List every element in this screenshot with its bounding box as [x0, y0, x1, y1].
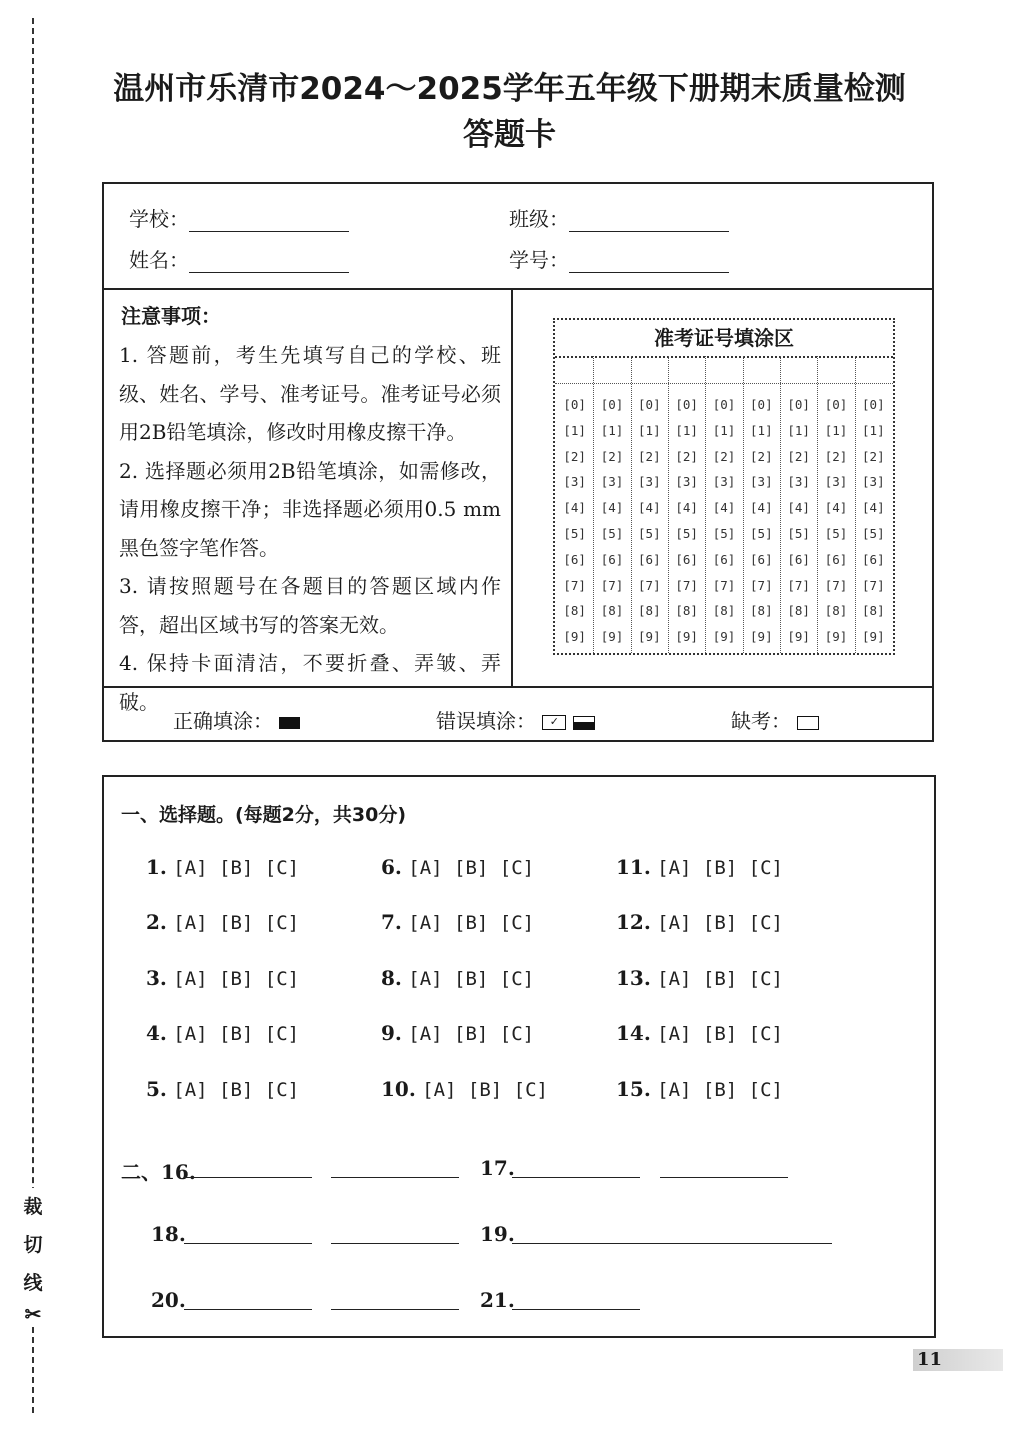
exam-id-bubble[interactable]: [3]	[600, 474, 624, 490]
exam-id-bubble[interactable]: [0]	[675, 397, 698, 412]
exam-id-bubble[interactable]: [1]	[862, 422, 885, 438]
check-mark-icon: ✓	[542, 715, 566, 730]
exam-id-bubble[interactable]: [7]	[862, 577, 885, 593]
answer-blank[interactable]	[331, 1243, 459, 1244]
exam-id-bubble[interactable]: [9]	[600, 629, 624, 645]
exam-id-bubble[interactable]: [5]	[675, 525, 698, 541]
wrong-fill-label: 错误填涂：	[436, 709, 536, 733]
exam-id-bubble[interactable]: [6]	[600, 551, 624, 567]
notice-item: 1. 答题前，考生先填写自己的学校、班级、姓名、学号、准考证号。准考证号必须用2B铅笔填涂，修改时用橡皮擦干净。	[119, 343, 501, 444]
exam-id-bubble[interactable]: [1]	[824, 422, 848, 438]
absent-label: 缺考：	[731, 709, 791, 733]
cut-line-label	[18, 1188, 48, 1326]
exam-id-bubble[interactable]: [9]	[824, 629, 848, 645]
exam-id-bubble[interactable]: [0]	[712, 397, 736, 412]
exam-id-bubble[interactable]: [8]	[824, 603, 848, 619]
divider	[511, 288, 513, 686]
name-input[interactable]	[189, 272, 349, 273]
question-number: 20.	[151, 1288, 186, 1312]
name-label: 姓名：	[129, 248, 189, 272]
answer-options[interactable]: [A] [B] [C]	[657, 968, 783, 990]
question-number: 11.	[616, 855, 651, 879]
exam-id-bubble[interactable]: [2]	[824, 448, 848, 464]
grid-divider	[555, 383, 893, 384]
exam-id-bubble[interactable]: [9]	[750, 629, 773, 645]
exam-id-bubble[interactable]: [7]	[638, 577, 661, 593]
exam-id-bubble[interactable]: [0]	[600, 397, 624, 412]
exam-id-bubble[interactable]: [7]	[712, 577, 736, 593]
question-number: 5.	[146, 1077, 167, 1101]
exam-id-bubble[interactable]: [2]	[675, 448, 698, 464]
school-label: 学校：	[129, 207, 189, 231]
answer-blank[interactable]	[331, 1309, 459, 1310]
mc-question	[146, 1021, 299, 1045]
answer-blank[interactable]	[184, 1309, 312, 1310]
mc-question	[381, 910, 534, 934]
school-field	[129, 203, 349, 232]
mc-question	[146, 910, 299, 934]
exam-id-bubble[interactable]: [3]	[787, 474, 810, 490]
q16-label	[121, 1156, 196, 1185]
exam-id-bubble[interactable]: [6]	[675, 551, 698, 567]
question-number: 21.	[480, 1288, 515, 1312]
exam-id-bubble[interactable]: [9]	[862, 629, 885, 645]
exam-id-bubble[interactable]: [1]	[563, 422, 586, 438]
correct-fill-legend	[173, 705, 300, 734]
exam-id-bubble[interactable]: [4]	[712, 500, 736, 516]
exam-id-bubble[interactable]: [5]	[824, 525, 848, 541]
exam-id-bubble[interactable]: [0]	[750, 397, 773, 412]
exam-id-bubble[interactable]: [7]	[600, 577, 624, 593]
question-number: 1.	[146, 855, 167, 879]
question-number: 7.	[381, 910, 402, 934]
exam-id-bubble[interactable]: [1]	[787, 422, 810, 438]
exam-id-bubble[interactable]: [8]	[712, 603, 736, 619]
answer-options[interactable]: [A] [B] [C]	[173, 968, 300, 990]
cut-char: 切	[23, 1234, 43, 1256]
exam-id-bubble[interactable]: [5]	[600, 525, 624, 541]
exam-id-grid-title: 准考证号填涂区	[654, 326, 794, 350]
exam-id-bubble[interactable]: [5]	[712, 525, 736, 541]
exam-id-bubble[interactable]: [4]	[638, 500, 661, 516]
mc-question	[616, 910, 783, 934]
exam-id-bubble[interactable]: [1]	[638, 422, 661, 438]
exam-id-bubble[interactable]: [7]	[750, 577, 773, 593]
mc-question	[381, 966, 534, 990]
class-label: 班级：	[509, 207, 569, 231]
page-title: 温州市乐清市2024～2025学年五年级下册期末质量检测	[113, 71, 906, 107]
empty-box-icon[interactable]	[797, 716, 819, 730]
cut-char: 线	[23, 1272, 43, 1294]
exam-id-bubble[interactable]: [9]	[787, 629, 810, 645]
question-number: 8.	[381, 966, 402, 990]
answer-blank[interactable]	[660, 1177, 788, 1178]
exam-id-bubble[interactable]: [6]	[712, 551, 736, 567]
answer-options[interactable]: [A] [B] [C]	[173, 1023, 300, 1045]
exam-id-bubble[interactable]: [3]	[750, 474, 773, 490]
answer-options[interactable]: [A] [B] [C]	[173, 857, 300, 879]
exam-id-bubble[interactable]: [5]	[638, 525, 661, 541]
answer-options[interactable]: [A] [B] [C]	[408, 1023, 535, 1045]
exam-id-bubble[interactable]: [3]	[712, 474, 736, 490]
half-filled-mark-icon	[573, 716, 595, 730]
exam-id-bubble[interactable]: [4]	[787, 500, 810, 516]
mc-question	[616, 855, 783, 879]
exam-id-bubble[interactable]: [5]	[862, 525, 885, 541]
exam-id-bubble[interactable]: [2]	[750, 448, 773, 464]
mc-question	[381, 855, 534, 879]
question-number: 13.	[616, 966, 651, 990]
exam-id-bubble[interactable]: [6]	[750, 551, 773, 567]
exam-id-bubble[interactable]: [5]	[563, 525, 586, 541]
notice-item: 4. 保持卡面清洁，不要折叠、弄皱、弄破。	[119, 651, 501, 714]
exam-id-bubble[interactable]: [3]	[563, 474, 586, 490]
answer-blank[interactable]	[184, 1243, 312, 1244]
name-field	[129, 244, 349, 273]
student-no-input[interactable]	[569, 272, 729, 273]
exam-id-bubble[interactable]: [9]	[675, 629, 698, 645]
exam-id-bubble[interactable]: [3]	[824, 474, 848, 490]
exam-id-bubble[interactable]: [2]	[712, 448, 736, 464]
exam-id-bubble[interactable]: [0]	[787, 397, 810, 412]
question-number: 12.	[616, 910, 651, 934]
exam-id-bubble[interactable]: [2]	[600, 448, 624, 464]
question-number: 9.	[381, 1021, 402, 1045]
answer-options[interactable]: [A] [B] [C]	[408, 857, 535, 879]
question-number: 10.	[381, 1077, 416, 1101]
exam-id-bubble[interactable]: [4]	[675, 500, 698, 516]
exam-id-bubble[interactable]: [9]	[563, 629, 586, 645]
question-number: 18.	[151, 1222, 186, 1246]
answer-options[interactable]: [A] [B] [C]	[657, 1023, 783, 1045]
notice-item: 2. 选择题必须用2B铅笔填涂，如需修改，请用橡皮擦干净；非选择题必须用0.5 mm黑色签字笔作答。	[119, 458, 501, 560]
answer-blank[interactable]	[331, 1177, 459, 1178]
correct-fill-label: 正确填涂：	[173, 709, 273, 733]
answer-options[interactable]: [A] [B] [C]	[173, 1079, 300, 1101]
question-number: 3.	[146, 966, 167, 990]
exam-id-bubble[interactable]: [2]	[787, 448, 810, 464]
exam-id-bubble[interactable]: [3]	[675, 474, 698, 490]
question-number: 15.	[616, 1077, 651, 1101]
question-number: 2.	[146, 910, 167, 934]
exam-id-bubble[interactable]: [0]	[824, 397, 848, 412]
student-no-label: 学号：	[509, 248, 569, 272]
exam-id-bubble[interactable]: [6]	[824, 551, 848, 567]
exam-id-bubble[interactable]: [5]	[787, 525, 810, 541]
exam-id-bubble[interactable]: [4]	[600, 500, 624, 516]
exam-id-bubble[interactable]: [9]	[712, 629, 736, 645]
mc-question	[146, 966, 299, 990]
scissors-icon: ✂	[24, 1302, 42, 1326]
exam-id-bubble[interactable]: [2]	[638, 448, 661, 464]
question-number: 19.	[480, 1222, 515, 1246]
exam-id-bubble[interactable]: [6]	[563, 551, 586, 567]
exam-id-bubble[interactable]: [8]	[750, 603, 773, 619]
mc-question	[146, 1077, 299, 1101]
exam-id-bubbles	[556, 392, 892, 650]
exam-id-bubble[interactable]: [7]	[824, 577, 848, 593]
exam-id-bubble[interactable]: [2]	[563, 448, 586, 464]
section1-title: 一、选择题。(每题2分，共30分)	[121, 804, 407, 826]
exam-id-bubble[interactable]: [8]	[787, 603, 810, 619]
exam-id-bubble[interactable]: [4]	[824, 500, 848, 516]
exam-id-bubble[interactable]: [8]	[600, 603, 624, 619]
class-field	[509, 203, 729, 232]
exam-id-bubble[interactable]: [5]	[750, 525, 773, 541]
class-input[interactable]	[569, 231, 729, 232]
notice-title: 注意事项：	[121, 304, 221, 328]
answer-options[interactable]: [A] [B] [C]	[173, 912, 300, 934]
filled-mark-icon	[279, 717, 300, 729]
answer-blank[interactable]	[512, 1243, 832, 1244]
exam-id-bubble[interactable]: [8]	[675, 603, 698, 619]
exam-id-bubble[interactable]: [8]	[638, 603, 661, 619]
exam-id-bubble[interactable]: [1]	[675, 422, 698, 438]
exam-id-bubble[interactable]: [0]	[638, 397, 661, 412]
wrong-fill-legend	[436, 705, 595, 734]
exam-id-bubble[interactable]: [3]	[862, 474, 885, 490]
question-number: 16.	[161, 1160, 196, 1184]
exam-id-bubble[interactable]: [7]	[563, 577, 586, 593]
answer-blank[interactable]	[512, 1177, 640, 1178]
mc-question	[146, 855, 299, 879]
exam-id-bubble[interactable]: [2]	[862, 448, 885, 464]
mc-question	[381, 1077, 548, 1101]
answer-options[interactable]: [A] [B] [C]	[657, 1079, 783, 1101]
section2-prefix: 二、	[121, 1160, 161, 1184]
exam-id-bubble[interactable]: [0]	[862, 397, 885, 412]
notice-item: 3. 请按照题号在各题目的答题区域内作答，超出区域书写的答案无效。	[119, 574, 501, 637]
exam-id-bubble[interactable]: [7]	[787, 577, 810, 593]
exam-id-bubble[interactable]: [6]	[787, 551, 810, 567]
mc-question	[616, 1021, 783, 1045]
answer-options[interactable]: [A] [B] [C]	[408, 968, 535, 990]
question-number: 6.	[381, 855, 402, 879]
exam-id-bubble[interactable]: [4]	[862, 500, 885, 516]
question-number: 17.	[480, 1156, 515, 1180]
exam-id-bubble[interactable]: [4]	[563, 500, 586, 516]
page-subtitle: 答题卡	[463, 117, 556, 153]
mc-question	[381, 1021, 534, 1045]
absent-legend	[731, 705, 819, 734]
mc-question	[616, 966, 783, 990]
exam-id-bubble[interactable]: [8]	[862, 603, 885, 619]
school-input[interactable]	[189, 231, 349, 232]
exam-id-bubble[interactable]: [6]	[638, 551, 661, 567]
page-number: 11	[913, 1349, 1003, 1371]
answer-blank[interactable]	[184, 1177, 312, 1178]
answer-options[interactable]: [A] [B] [C]	[422, 1079, 548, 1101]
cut-char: 裁	[23, 1196, 43, 1218]
mc-question	[616, 1077, 783, 1101]
exam-id-bubble[interactable]: [1]	[600, 422, 624, 438]
exam-id-bubble[interactable]: [0]	[563, 397, 586, 412]
answer-options[interactable]: [A] [B] [C]	[408, 912, 535, 934]
notice-list	[119, 336, 501, 721]
exam-id-bubble[interactable]: [8]	[563, 603, 586, 619]
exam-id-bubble[interactable]: [1]	[750, 422, 773, 438]
answer-options[interactable]: [A] [B] [C]	[657, 912, 783, 934]
exam-id-bubble[interactable]: [4]	[750, 500, 773, 516]
grid-divider	[555, 356, 893, 358]
exam-id-bubble[interactable]: [1]	[712, 422, 736, 438]
student-no-field	[509, 244, 729, 273]
exam-id-bubble[interactable]: [7]	[675, 577, 698, 593]
divider	[102, 288, 934, 290]
exam-id-bubble[interactable]: [3]	[638, 474, 661, 490]
question-number: 4.	[146, 1021, 167, 1045]
question-number: 14.	[616, 1021, 651, 1045]
exam-id-bubble[interactable]: [6]	[862, 551, 885, 567]
answer-options[interactable]: [A] [B] [C]	[657, 857, 783, 879]
answer-blank[interactable]	[512, 1309, 640, 1310]
exam-id-bubble[interactable]: [9]	[638, 629, 661, 645]
